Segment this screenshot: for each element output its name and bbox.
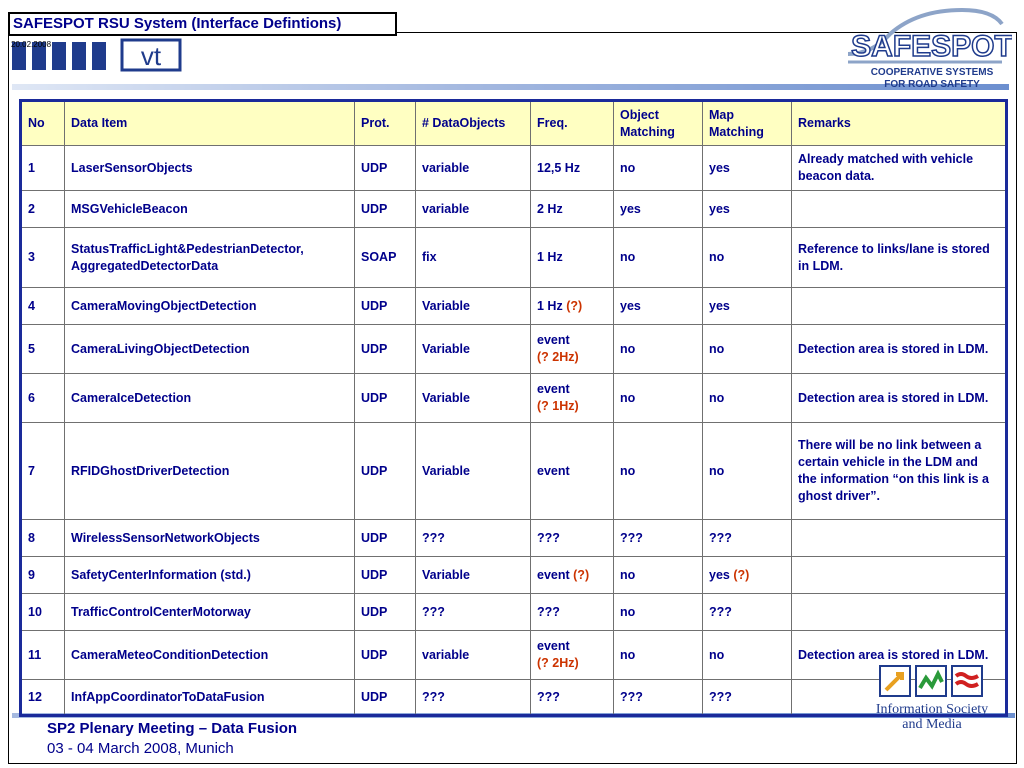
col-header-no: No: [21, 101, 65, 146]
col-header-data-objects: # DataObjects: [416, 101, 531, 146]
cell-protocol: UDP: [355, 374, 416, 423]
safespot-subtitle-line1: COOPERATIVE SYSTEMS: [870, 67, 994, 78]
cell-map-matching: no: [703, 423, 792, 520]
cell-frequency: [531, 631, 614, 680]
cell-protocol: UDP: [355, 288, 416, 325]
tum-logo-text: vt: [140, 41, 162, 71]
cell-map-matching: ???: [703, 520, 792, 557]
table-row: [21, 594, 1007, 631]
cell-frequency-question: (? 2Hz): [537, 350, 579, 364]
cell-data-item: CameraMeteoConditionDetection: [65, 631, 355, 680]
cell-data-objects: Variable: [416, 557, 531, 594]
cell-data-objects: Variable: [416, 374, 531, 423]
cell-protocol: UDP: [355, 520, 416, 557]
cell-no: 10: [21, 594, 65, 631]
cell-remarks: [792, 288, 1007, 325]
cell-remarks: Already matched with vehicle beacon data.: [792, 146, 1007, 191]
table-row: [21, 146, 1007, 191]
cell-protocol: UDP: [355, 146, 416, 191]
cell-data-objects: variable: [416, 631, 531, 680]
cell-no: 7: [21, 423, 65, 520]
cell-frequency-value: event: [537, 639, 570, 653]
cell-protocol: UDP: [355, 594, 416, 631]
table-row: [21, 631, 1007, 680]
cell-remarks: [792, 520, 1007, 557]
cell-frequency-question: (? 1Hz): [537, 399, 579, 413]
cell-data-objects: variable: [416, 146, 531, 191]
information-society-line1: Information Society: [875, 702, 989, 717]
cell-data-item: [65, 228, 355, 288]
cell-map-matching: no: [703, 631, 792, 680]
table-row: [21, 288, 1007, 325]
table-row: [21, 520, 1007, 557]
cell-remarks: Detection area is stored in LDM.: [792, 325, 1007, 374]
cell-data-item: CameraMovingObjectDetection: [65, 288, 355, 325]
cell-frequency: [531, 288, 614, 325]
safespot-logo: [842, 4, 1012, 73]
slide-date: 20.02.2008: [11, 40, 52, 49]
cell-frequency-question: (?): [566, 298, 583, 313]
col-header-protocol: Prot.: [355, 101, 416, 146]
cell-object-matching: no: [614, 594, 703, 631]
cell-data-objects: Variable: [416, 325, 531, 374]
cell-no: 12: [21, 680, 65, 716]
cell-remarks: [792, 557, 1007, 594]
cell-data-item: LaserSensorObjects: [65, 146, 355, 191]
header-gradient-bar: [12, 84, 1009, 90]
cell-object-matching: yes: [614, 288, 703, 325]
cell-map-matching: no: [703, 325, 792, 374]
cell-object-matching: ???: [614, 520, 703, 557]
cell-remarks: Detection area is stored in LDM.: [792, 374, 1007, 423]
cell-no: 3: [21, 228, 65, 288]
cell-map-matching: ???: [703, 680, 792, 716]
footer-meeting-date: 03 - 04 March 2008, Munich: [47, 740, 234, 757]
cell-no: 6: [21, 374, 65, 423]
cell-frequency: ???: [531, 680, 614, 716]
cell-frequency: [531, 325, 614, 374]
slide-title-box: [8, 12, 397, 36]
cell-map-matching: yes: [703, 288, 792, 325]
cell-data-item: RFIDGhostDriverDetection: [65, 423, 355, 520]
cell-map-matching-question: (?): [733, 567, 750, 582]
cell-data-item: CameraLivingObjectDetection: [65, 325, 355, 374]
cell-no: 8: [21, 520, 65, 557]
slide-title: SAFESPOT RSU System (Interface Defintions): [13, 15, 342, 32]
cell-frequency-question: (? 2Hz): [537, 656, 579, 670]
col-header-data-item: Data Item: [65, 101, 355, 146]
safespot-subtitle-line2: FOR ROAD SAFETY: [884, 79, 980, 90]
cell-data-item: MSGVehicleBeacon: [65, 191, 355, 228]
cell-protocol: UDP: [355, 191, 416, 228]
cell-frequency: event: [531, 423, 614, 520]
table-row: [21, 423, 1007, 520]
cell-map-matching: yes: [703, 146, 792, 191]
cell-data-objects: variable: [416, 191, 531, 228]
cell-no: 1: [21, 146, 65, 191]
safespot-logo-text: SAFESPOT: [851, 30, 1012, 63]
cell-object-matching: yes: [614, 191, 703, 228]
information-society-line2: and Media: [902, 717, 962, 732]
cell-object-matching: no: [614, 146, 703, 191]
cell-frequency-value: event: [537, 382, 570, 396]
footer-meeting-title: SP2 Plenary Meeting – Data Fusion: [47, 720, 298, 737]
cell-no: 2: [21, 191, 65, 228]
cell-frequency: [531, 374, 614, 423]
cell-map-matching: ???: [703, 594, 792, 631]
cell-frequency: 1 Hz: [531, 228, 614, 288]
cell-frequency: ???: [531, 594, 614, 631]
safespot-subtitle: [862, 67, 1002, 91]
col-header-frequency: Freq.: [531, 101, 614, 146]
cell-data-item: WirelessSensorNetworkObjects: [65, 520, 355, 557]
col-header-remarks: Remarks: [792, 101, 1007, 146]
cell-protocol: UDP: [355, 423, 416, 520]
cell-data-objects: ???: [416, 680, 531, 716]
cell-object-matching: no: [614, 557, 703, 594]
table-row: [21, 228, 1007, 288]
interface-table: [19, 99, 1008, 717]
cell-remarks: Reference to links/lane is stored in LDM.: [792, 228, 1007, 288]
cell-data-item-line1: StatusTrafficLight&PedestrianDetector,: [71, 241, 304, 256]
cell-object-matching: no: [614, 325, 703, 374]
table-row: [21, 191, 1007, 228]
cell-map-matching: [703, 557, 792, 594]
col-header-object-matching: Object Matching: [614, 101, 703, 146]
cell-protocol: UDP: [355, 557, 416, 594]
cell-remarks: There will be no link between a certain vehicle in the LDM and the information “on this link is a ghost driver”.: [792, 423, 1007, 520]
cell-object-matching: no: [614, 374, 703, 423]
cell-no: 9: [21, 557, 65, 594]
cell-frequency: 2 Hz: [531, 191, 614, 228]
cell-map-matching: no: [703, 228, 792, 288]
table-row: [21, 374, 1007, 423]
cell-data-item: SafetyCenterInformation (std.): [65, 557, 355, 594]
cell-remarks: Detection area is stored in LDM.: [792, 631, 1007, 680]
cell-protocol: UDP: [355, 631, 416, 680]
table-row: [21, 557, 1007, 594]
cell-object-matching: no: [614, 423, 703, 520]
cell-data-objects: Variable: [416, 423, 531, 520]
cell-map-matching-value: yes: [709, 567, 730, 582]
cell-no: 11: [21, 631, 65, 680]
cell-object-matching: no: [614, 228, 703, 288]
cell-data-objects: fix: [416, 228, 531, 288]
cell-frequency-value: event: [537, 333, 570, 347]
cell-frequency: 12,5 Hz: [531, 146, 614, 191]
cell-frequency: [531, 557, 614, 594]
table-header-row: [21, 101, 1007, 146]
cell-data-item: CameraIceDetection: [65, 374, 355, 423]
cell-object-matching: no: [614, 631, 703, 680]
col-header-map-matching: Map Matching: [703, 101, 792, 146]
table-row: [21, 325, 1007, 374]
cell-frequency: ???: [531, 520, 614, 557]
cell-object-matching: ???: [614, 680, 703, 716]
information-society-logo: [862, 660, 1002, 732]
cell-data-item: TrafficControlCenterMotorway: [65, 594, 355, 631]
cell-protocol: SOAP: [355, 228, 416, 288]
cell-data-item: InfAppCoordinatorToDataFusion: [65, 680, 355, 716]
table-row: [21, 680, 1007, 716]
cell-remarks: [792, 191, 1007, 228]
cell-no: 4: [21, 288, 65, 325]
cell-map-matching: yes: [703, 191, 792, 228]
cell-data-objects: Variable: [416, 288, 531, 325]
cell-remarks: [792, 594, 1007, 631]
cell-frequency-question: (?): [573, 567, 590, 582]
cell-map-matching: no: [703, 374, 792, 423]
cell-data-objects: ???: [416, 594, 531, 631]
cell-protocol: UDP: [355, 680, 416, 716]
cell-frequency-value: event: [537, 567, 570, 582]
cell-data-item-line2: AggregatedDetectorData: [71, 258, 219, 273]
cell-protocol: UDP: [355, 325, 416, 374]
cell-no: 5: [21, 325, 65, 374]
cell-data-objects: ???: [416, 520, 531, 557]
cell-frequency-value: 1 Hz: [537, 298, 563, 313]
